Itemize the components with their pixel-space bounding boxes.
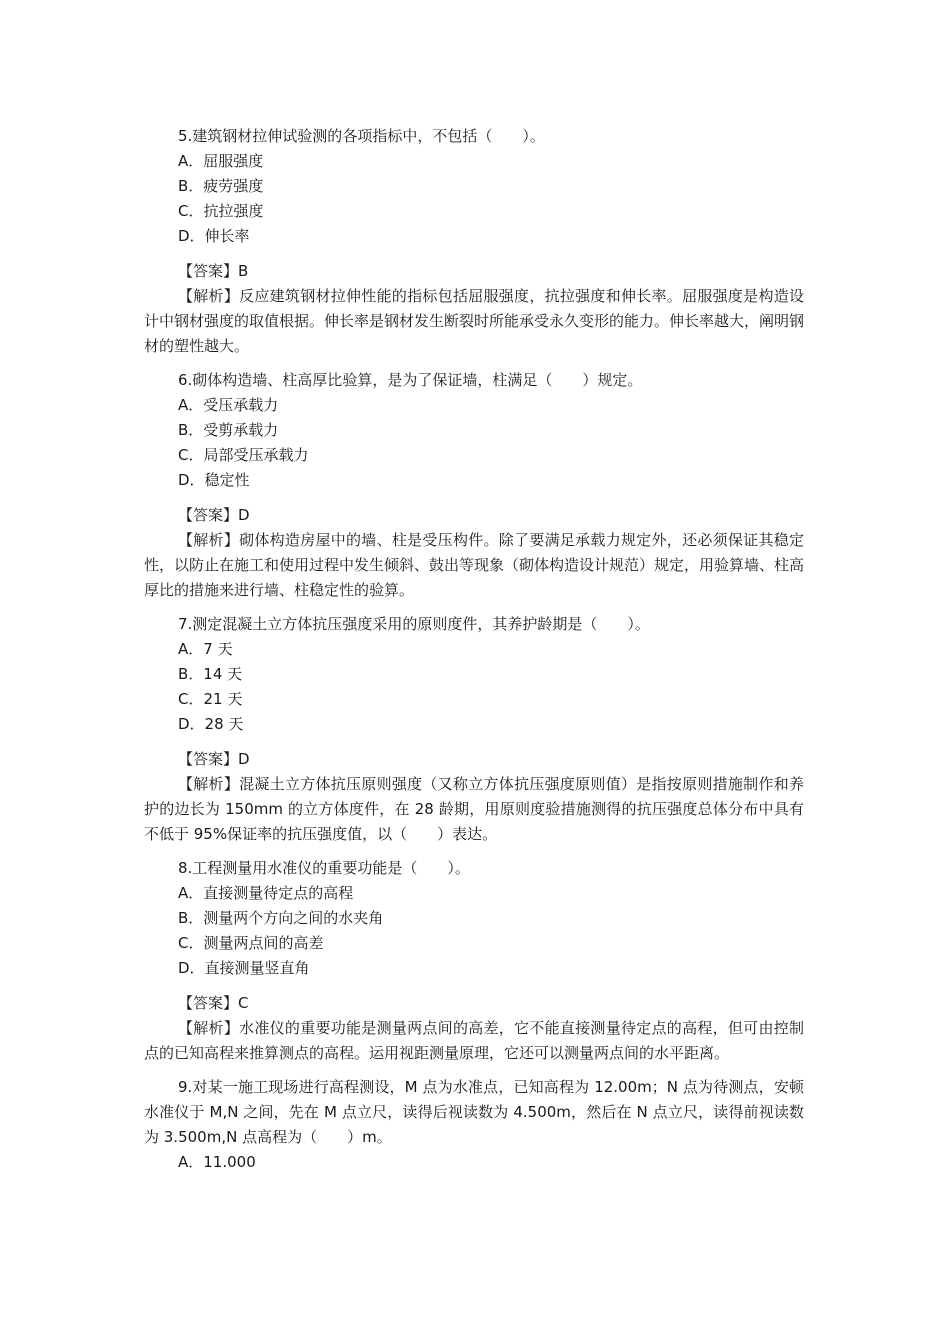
option-c: C．测量两点间的高差 — [178, 934, 324, 952]
option-b: B．14 天 — [178, 665, 243, 683]
question-7 — [144, 612, 804, 847]
option-a: A．屈服强度 — [178, 152, 264, 170]
analysis: 【解析】反应建筑钢材拉伸性能的指标包括屈服强度，抗拉强度和伸长率。屈服强度是构造设计中钢材强度的取值根据。伸长率是钢材发生断裂时所能承受永久变形的能力。伸长率越大，阐明钢材的塑性越大。 — [144, 287, 805, 355]
question-8 — [144, 856, 804, 1066]
answer: 【答案】C — [178, 994, 249, 1012]
option-a: A．11.000 — [178, 1153, 256, 1171]
question-6 — [144, 368, 804, 603]
question-stem: 9.对某一施工现场进行高程测设，M 点为水准点，已知高程为 12.00m；N 点为待测点，安顿水准仪于 M,N 之间，先在 M 点立尺，读得后视读数为 4.500m，然后在 N 点立尺，读得前视读数为 3.500m,N 点高程为（ ）m。 — [144, 1078, 804, 1146]
option-a: A．直接测量待定点的高程 — [178, 884, 354, 902]
answer: 【答案】D — [178, 750, 250, 768]
option-a: A．受压承载力 — [178, 396, 279, 414]
question-stem: 8.工程测量用水准仪的重要功能是（ ）。 — [178, 859, 470, 877]
question-stem: 6.砌体构造墙、柱高厚比验算，是为了保证墙，柱满足（ ）规定。 — [178, 371, 643, 389]
option-c: C．21 天 — [178, 690, 243, 708]
option-c: C．局部受压承载力 — [178, 446, 309, 464]
document-page — [144, 124, 804, 1184]
answer: 【答案】D — [178, 506, 250, 524]
option-d: D．28 天 — [178, 715, 244, 733]
option-a: A．7 天 — [178, 640, 233, 658]
option-d: D．伸长率 — [178, 227, 250, 245]
option-d: D．稳定性 — [178, 471, 250, 489]
analysis: 【解析】混凝土立方体抗压原则强度（又称立方体抗压强度原则值）是指按原则措施制作和养护的边长为 150mm 的立方体度件，在 28 龄期，用原则度验措施测得的抗压强度总体分布中具有不低于 95%保证率的抗压强度值，以（ ）表达。 — [144, 775, 804, 843]
question-9 — [144, 1075, 804, 1175]
option-c: C．抗拉强度 — [178, 202, 264, 220]
analysis: 【解析】水准仪的重要功能是测量两点间的高差，它不能直接测量待定点的高程，但可由控制点的已知高程来推算测点的高程。运用视距测量原理，它还可以测量两点间的水平距离。 — [144, 1019, 804, 1062]
analysis: 【解析】砌体构造房屋中的墙、柱是受压构件。除了要满足承载力规定外，还必须保证其稳定性，以防止在施工和使用过程中发生倾斜、鼓出等现象（砌体构造设计规范）规定，用验算墙、柱高厚比的措施来进行墙、柱稳定性的验算。 — [144, 531, 805, 599]
question-stem: 5.建筑钢材拉伸试验测的各项指标中，不包括（ ）。 — [178, 127, 545, 145]
option-d: D．直接测量竖直角 — [178, 959, 310, 977]
question-stem: 7.测定混凝土立方体抗压强度采用的原则度件，其养护龄期是（ ）。 — [178, 615, 650, 633]
option-b: B．受剪承载力 — [178, 421, 279, 439]
answer: 【答案】B — [178, 262, 249, 280]
option-b: B．疲劳强度 — [178, 177, 264, 195]
question-5 — [144, 124, 804, 359]
option-b: B．测量两个方向之间的水夹角 — [178, 909, 384, 927]
